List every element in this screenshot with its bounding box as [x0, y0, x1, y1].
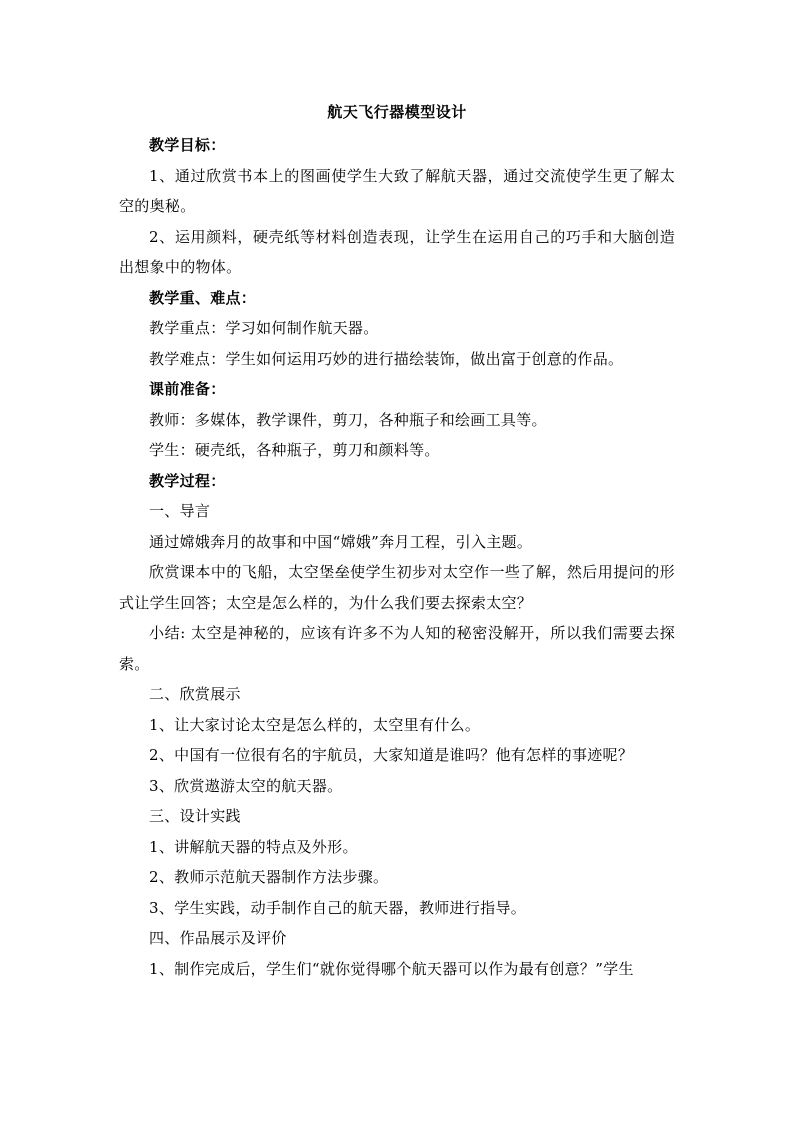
section-2-heading: 二、欣赏展示: [149, 685, 241, 703]
objectives-heading: 教学目标：: [149, 136, 226, 154]
difficult-point: 教学难点：学生如何运用巧妙的进行描绘装饰，做出富于创意的作品。: [149, 349, 624, 368]
objective-1: 1、通过欣赏书本上的图画使学生大致了解航天器，通过交流使学生更了解太空的奥秘。: [119, 166, 675, 215]
practice-1: 1、讲解航天器的特点及外形。: [149, 837, 358, 856]
show-1: 1、让大家讨论太空是怎么样的，太空里有什么。: [149, 715, 481, 734]
preparation-heading: 课前准备：: [149, 380, 226, 398]
show-2: 2、中国有一位很有名的宇航员，大家知道是谁吗？他有怎样的事迹呢？: [149, 746, 634, 764]
practice-3: 3、学生实践，动手制作自己的航天器，教师进行指导。: [149, 898, 527, 917]
section-1-heading: 一、导言: [149, 502, 211, 520]
key-points-heading: 教学重、难点：: [149, 288, 257, 307]
teacher-prep: 教师：多媒体，教学课件，剪刀，各种瓶子和绘画工具等。: [149, 410, 547, 429]
section-4-heading: 四、作品展示及评价: [149, 929, 287, 947]
key-point: 教学重点：学习如何制作航天器。: [149, 319, 379, 337]
evaluation-1: 1、制作完成后，学生们“就你觉得哪个航天器可以作为最有创意？”学生: [149, 959, 634, 978]
intro-summary: 小结: 太空是神秘的，应该有许多不为人知的秘密没解开，所以我们需要去探索。: [119, 624, 675, 673]
student-prep: 学生：硬壳纸，各种瓶子，剪刀和颜料等。: [149, 441, 440, 459]
document-title: 航天飞行器模型设计: [327, 103, 467, 121]
intro-1: 通过嫦娥奔月的故事和中国“嫦娥”奔月工程，引入主题。: [149, 532, 533, 551]
section-3-heading: 三、设计实践: [149, 807, 241, 825]
process-heading: 教学过程：: [149, 471, 226, 490]
document-body: [119, 100, 675, 984]
intro-2: 欣赏课本中的飞船，太空堡垒使学生初步对太空作一些了解，然后用提问的形式让学生回答；太空是怎么样的，为什么我们要去探索太空？: [119, 563, 675, 612]
practice-2: 2、教师示范航天器制作方法步骤。: [149, 868, 389, 886]
show-3: 3、欣赏遨游太空的航天器。: [149, 776, 343, 795]
objective-2: 2、运用颜料，硬壳纸等材料创造表现，让学生在运用自己的巧手和大脑创造出想象中的物体。: [119, 227, 675, 276]
